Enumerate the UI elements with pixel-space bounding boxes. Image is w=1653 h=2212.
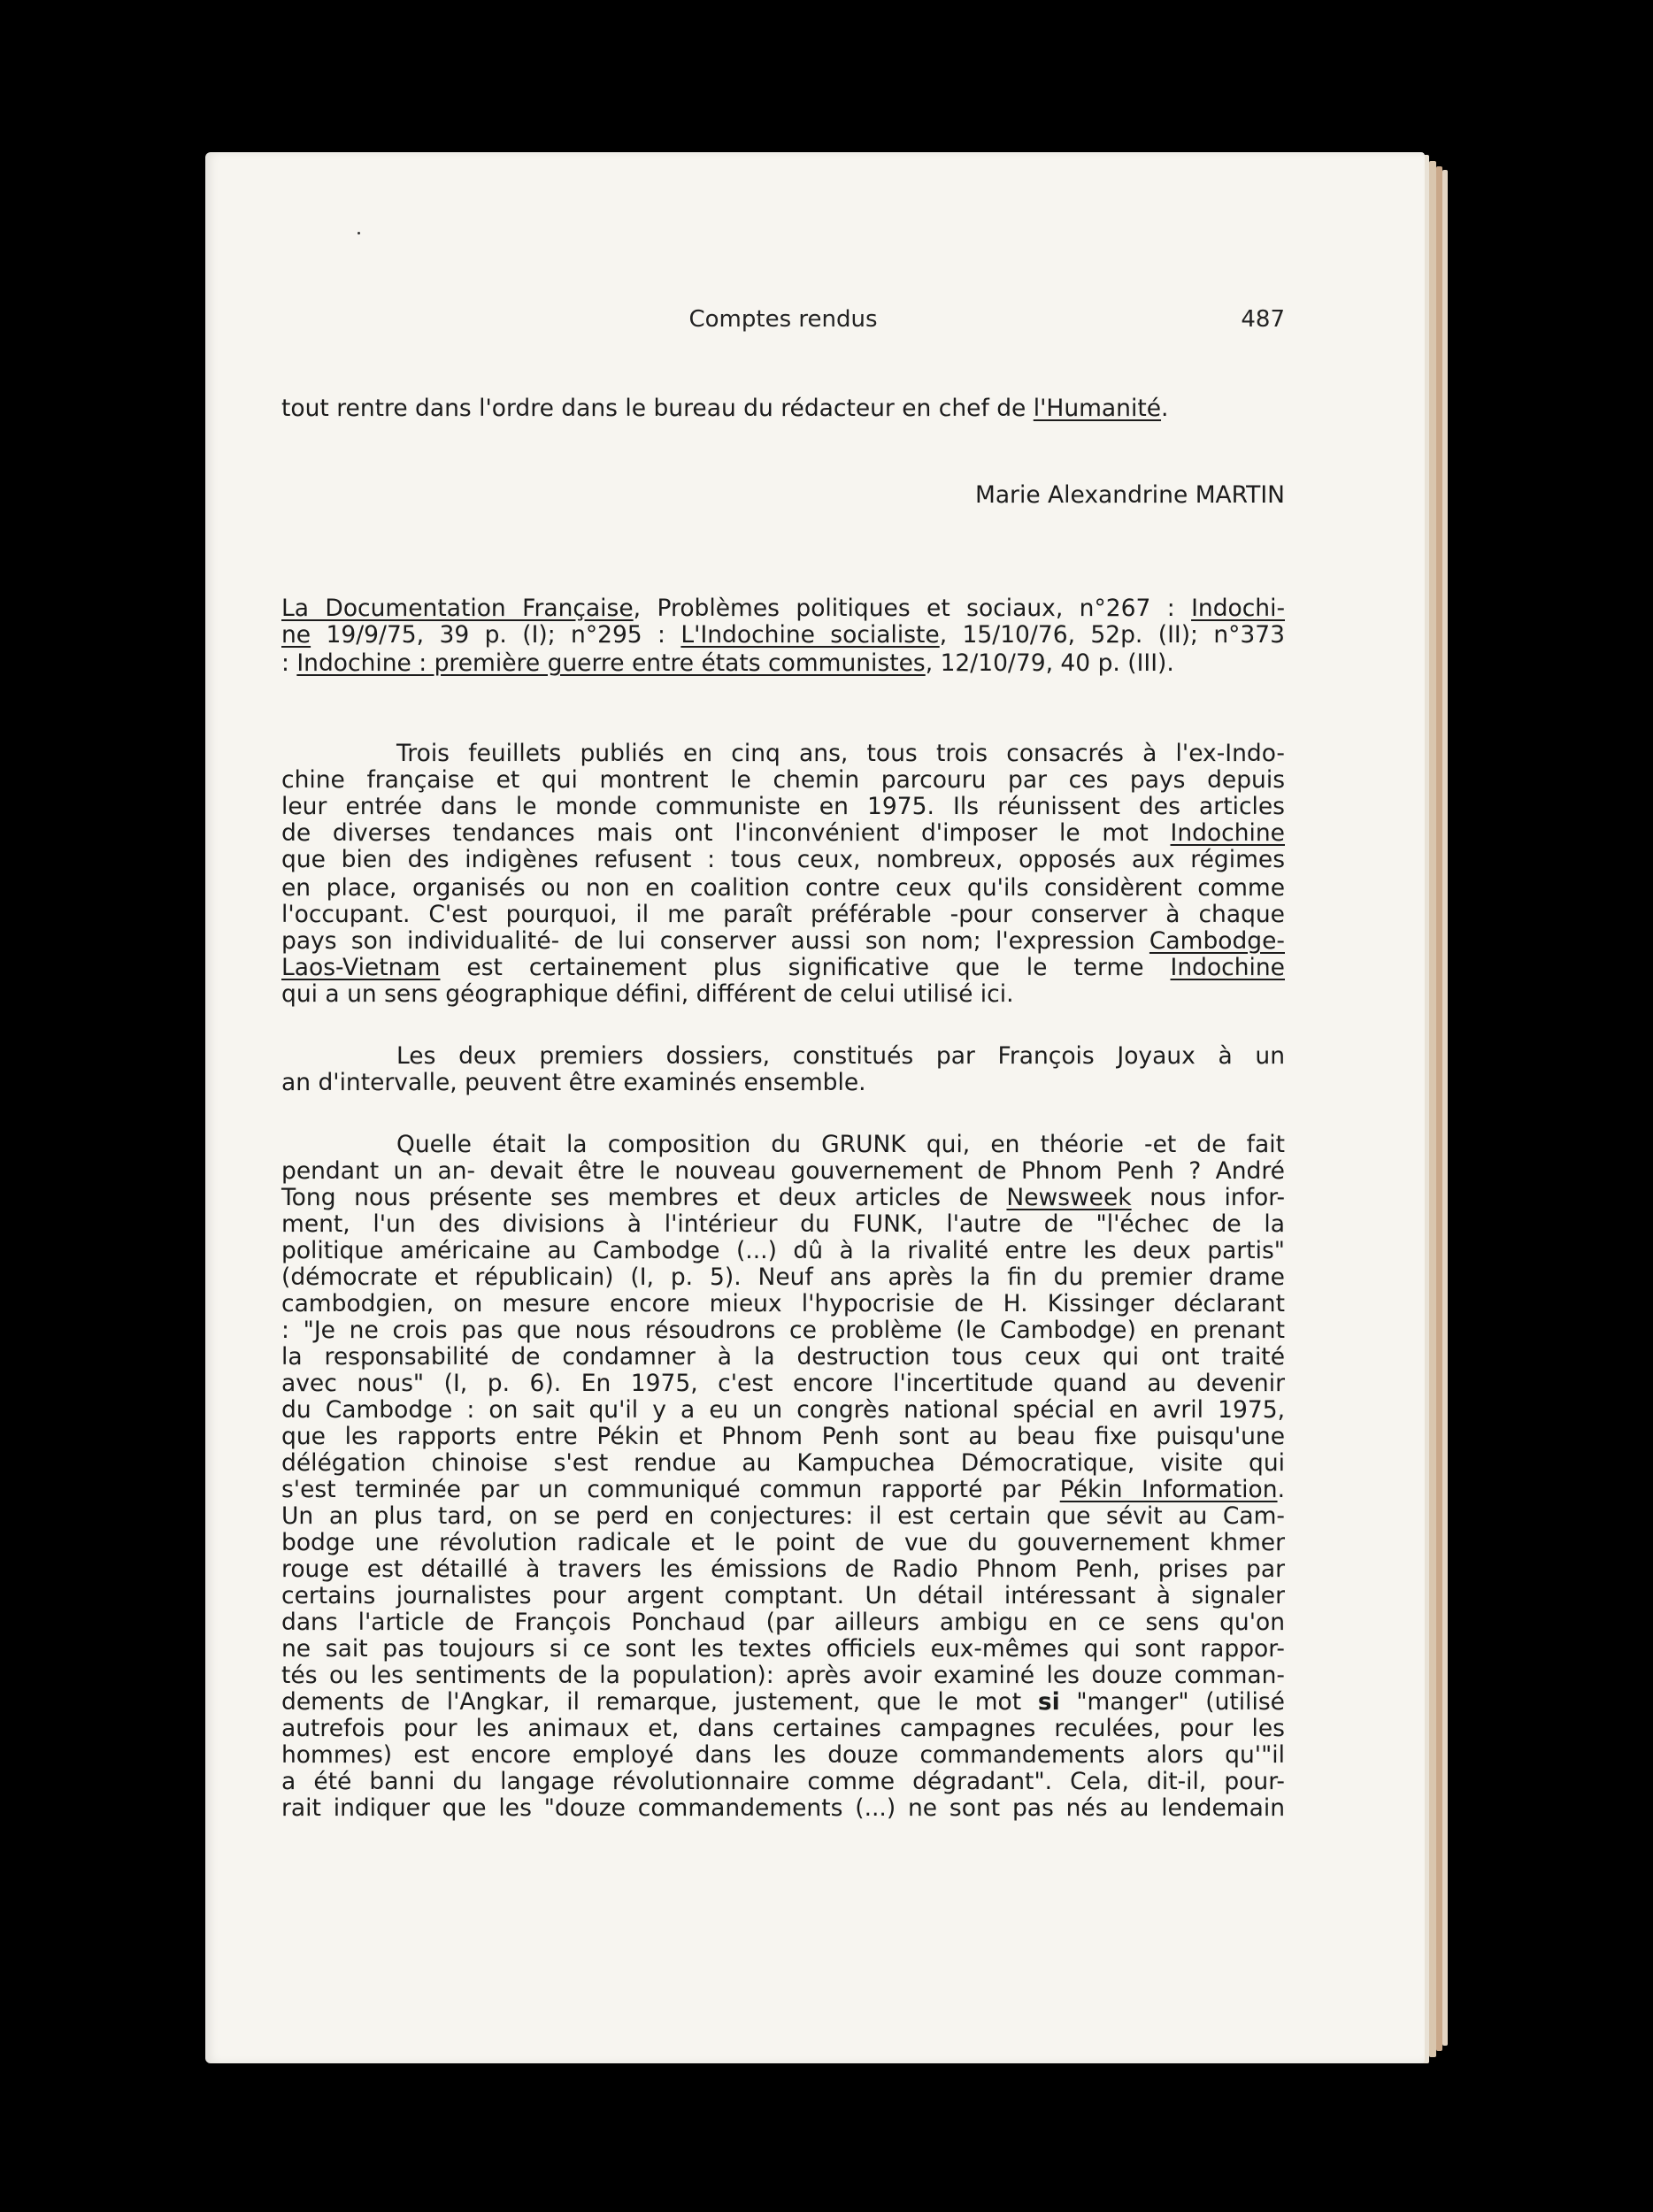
text-line: [281, 901, 1285, 929]
text-line: [281, 1042, 1285, 1071]
underlined-title: Indochi-: [1191, 595, 1286, 622]
line-text: pendant un an- devait être le nouveau gouvernement de Phnom Penh ? André: [281, 1157, 1285, 1185]
line-text: de diverses tendances mais ont l'inconvénient d'imposer le mot: [281, 819, 1171, 847]
line-text: .: [1277, 1476, 1285, 1503]
line-text: délégation chinoise s'est rendue au Kampuchea Démocratique, visite qui: [281, 1449, 1285, 1477]
text-line: [281, 740, 1285, 768]
text-line: [281, 481, 1285, 510]
line-text: Tong nous présente ses membres et deux articles de: [281, 1184, 1007, 1211]
underlined-title: ne: [281, 621, 311, 649]
text-line: [281, 1794, 1285, 1823]
line-text: ne sait pas toujours si ce sont les textes officiels eux-mêmes qui sont rappor-: [281, 1635, 1285, 1663]
running-header: [281, 306, 1285, 342]
text-line: [281, 1582, 1285, 1610]
line-text: , Problèmes politiques et sociaux, n°267 :: [633, 595, 1192, 622]
line-text: 19/9/75, 39 p. (I); n°295 :: [311, 621, 681, 649]
text-line: [281, 1609, 1285, 1637]
line-text: que bien des indigènes refusent : tous ceux, nombreux, opposés aux régimes: [281, 846, 1285, 873]
text-line: [281, 846, 1285, 874]
line-text: Les deux premiers dossiers, constitués par François Joyaux à un: [396, 1042, 1285, 1070]
text-line: [281, 1529, 1285, 1557]
text-line: [281, 1237, 1285, 1265]
line-text: nous infor-: [1131, 1184, 1286, 1211]
line-text: :: [281, 649, 297, 677]
line-text: tout rentre dans l'ordre dans le bureau du rédacteur en chef de: [281, 395, 1034, 422]
line-text: politique américaine au Cambodge (...) dû à la rivalité entre les deux partis": [281, 1237, 1285, 1264]
text-line: [281, 1768, 1285, 1796]
line-text: cambodgien, on mesure encore mieux l'hypocrisie de H. Kissinger déclarant: [281, 1290, 1285, 1317]
text-line: [281, 1069, 1285, 1097]
line-text: rouge est détaillé à travers les émissions de Radio Phnom Penh, prises par: [281, 1555, 1285, 1583]
line-text: ment, l'un des divisions à l'intérieur du FUNK, l'autre de "l'échec de la: [281, 1210, 1285, 1238]
line-text: Marie Alexandrine MARTIN: [974, 481, 1285, 509]
text-line: [281, 980, 1285, 1009]
text-line: [281, 1741, 1285, 1770]
underlined-title: Pékin Information: [1059, 1476, 1278, 1503]
line-text: certains journalistes pour argent comptant. Un détail intéressant à signaler: [281, 1582, 1285, 1609]
line-text: dements de l'Angkar, il remarque, justement, que le mot: [281, 1688, 1038, 1716]
line-text: est certainement plus significative que le terme: [440, 954, 1171, 981]
line-text: a été banni du langage révolutionnaire comme dégradant". Cela, dit-il, pour-: [281, 1768, 1285, 1795]
text-line: [281, 1184, 1285, 1212]
line-text: Quelle était la composition du GRUNK qui, en théorie -et de fait: [396, 1131, 1285, 1158]
text-line: [281, 1715, 1285, 1743]
text-line: [281, 1343, 1285, 1371]
text-line: [281, 1290, 1285, 1318]
text-line: [281, 395, 1285, 423]
text-line: [281, 1555, 1285, 1584]
line-text: chine française et qui montrent le chemin parcouru par ces pays depuis: [281, 766, 1285, 794]
line-text: s'est terminée par un communiqué commun rapporté par: [281, 1476, 1060, 1503]
line-text: .: [1161, 395, 1169, 422]
line-text: que les rapports entre Pékin et Phnom Penh sont au beau fixe puisqu'une: [281, 1423, 1285, 1450]
text-line: [281, 1502, 1285, 1531]
text-line: [281, 1370, 1285, 1398]
line-text: : "Je ne crois pas que nous résoudrons ce problème (le Cambodge) en prenant: [281, 1317, 1285, 1344]
text-line: [281, 1476, 1285, 1504]
line-text: leur entrée dans le monde communiste en 1975. Ils réunissent des articles: [281, 793, 1285, 820]
text-line: [281, 1131, 1285, 1159]
underlined-title: Indochine : première guerre entre états communistes: [296, 649, 926, 677]
text-line: [281, 595, 1285, 623]
line-text: an d'intervalle, peuvent être examinés ensemble.: [281, 1069, 866, 1096]
text-line: [281, 1157, 1285, 1186]
underlined-title: Laos-Vietnam: [281, 954, 441, 981]
underlined-title: Cambodge-: [1149, 927, 1285, 955]
text-line: [281, 649, 1285, 678]
line-text: avec nous" (I, p. 6). En 1975, c'est encore l'incertitude quand au devenir: [281, 1370, 1285, 1397]
line-text: l'occupant. C'est pourquoi, il me paraît préférable -pour conserver à chaque: [281, 901, 1285, 928]
underlined-title: Newsweek: [1006, 1184, 1132, 1211]
text-line: [281, 1263, 1285, 1292]
text-line: [281, 793, 1285, 821]
page-edge: [1429, 161, 1436, 2057]
line-text: tés ou les sentiments de la population): après avoir examiné les douze comman-: [281, 1662, 1285, 1689]
line-text: bodge une révolution radicale et le point de vue du gouvernement khmer: [281, 1529, 1285, 1556]
text-line: [281, 874, 1285, 902]
page-number: 487: [1241, 306, 1285, 333]
text-line: [281, 1317, 1285, 1345]
underlined-title: L'Indochine socialiste: [680, 621, 940, 649]
page-edge: [1442, 170, 1448, 2046]
line-text: "manger" (utilisé: [1059, 1688, 1285, 1716]
underlined-title: Indochine: [1170, 819, 1285, 847]
text-line: [281, 621, 1285, 649]
line-text: hommes) est encore employé dans les douze commandements alors qu'"il: [281, 1741, 1285, 1769]
text-line: [281, 927, 1285, 956]
text-line: [281, 819, 1285, 848]
line-text: Trois feuillets publiés en cinq ans, tous trois consacrés à l'ex-Indo-: [396, 740, 1285, 767]
line-text: , 15/10/76, 52p. (II); n°373: [939, 621, 1285, 649]
dust-speck: [358, 232, 360, 234]
underlined-title: Indochine: [1170, 954, 1285, 981]
page-edge: [1436, 166, 1442, 2051]
line-text: en place, organisés ou non en coalition contre ceux qu'ils considèrent comme: [281, 874, 1285, 902]
line-text: du Cambodge : on sait qu'il y a eu un congrès national spécial en avril 1975,: [281, 1396, 1285, 1424]
line-text: (démocrate et républicain) (I, p. 5). Neuf ans après la fin du premier drame: [281, 1263, 1285, 1291]
line-text: rait indiquer que les "douze commandements (...) ne sont pas nés au lendemain: [281, 1794, 1285, 1822]
line-text: Un an plus tard, on se perd en conjectures: il est certain que sévit au Cam-: [281, 1502, 1285, 1530]
text-line: [281, 954, 1285, 982]
underlined-title: La Documentation Française: [281, 595, 634, 622]
line-text: dans l'article de François Ponchaud (par ailleurs ambigu en ce sens qu'on: [281, 1609, 1285, 1636]
line-text: qui a un sens géographique défini, différent de celui utilisé ici.: [281, 980, 1014, 1008]
bold-term: si: [1037, 1688, 1060, 1716]
text-line: [281, 1210, 1285, 1239]
text-line: [281, 1423, 1285, 1451]
underlined-title: l'Humanité: [1033, 395, 1162, 422]
text-line: [281, 1635, 1285, 1663]
line-text: la responsabilité de condamner à la destruction tous ceux qui ont traité: [281, 1343, 1285, 1371]
line-text: , 12/10/79, 40 p. (III).: [925, 649, 1174, 677]
text-line: [281, 766, 1285, 795]
text-line: [281, 1662, 1285, 1690]
line-text: pays son individualité- de lui conserver aussi son nom; l'expression: [281, 927, 1149, 955]
running-title: Comptes rendus: [688, 306, 878, 333]
text-line: [281, 1449, 1285, 1478]
text-line: [281, 1688, 1285, 1717]
text-line: [281, 1396, 1285, 1425]
line-text: autrefois pour les animaux et, dans certaines campagnes reculées, pour les: [281, 1715, 1285, 1742]
